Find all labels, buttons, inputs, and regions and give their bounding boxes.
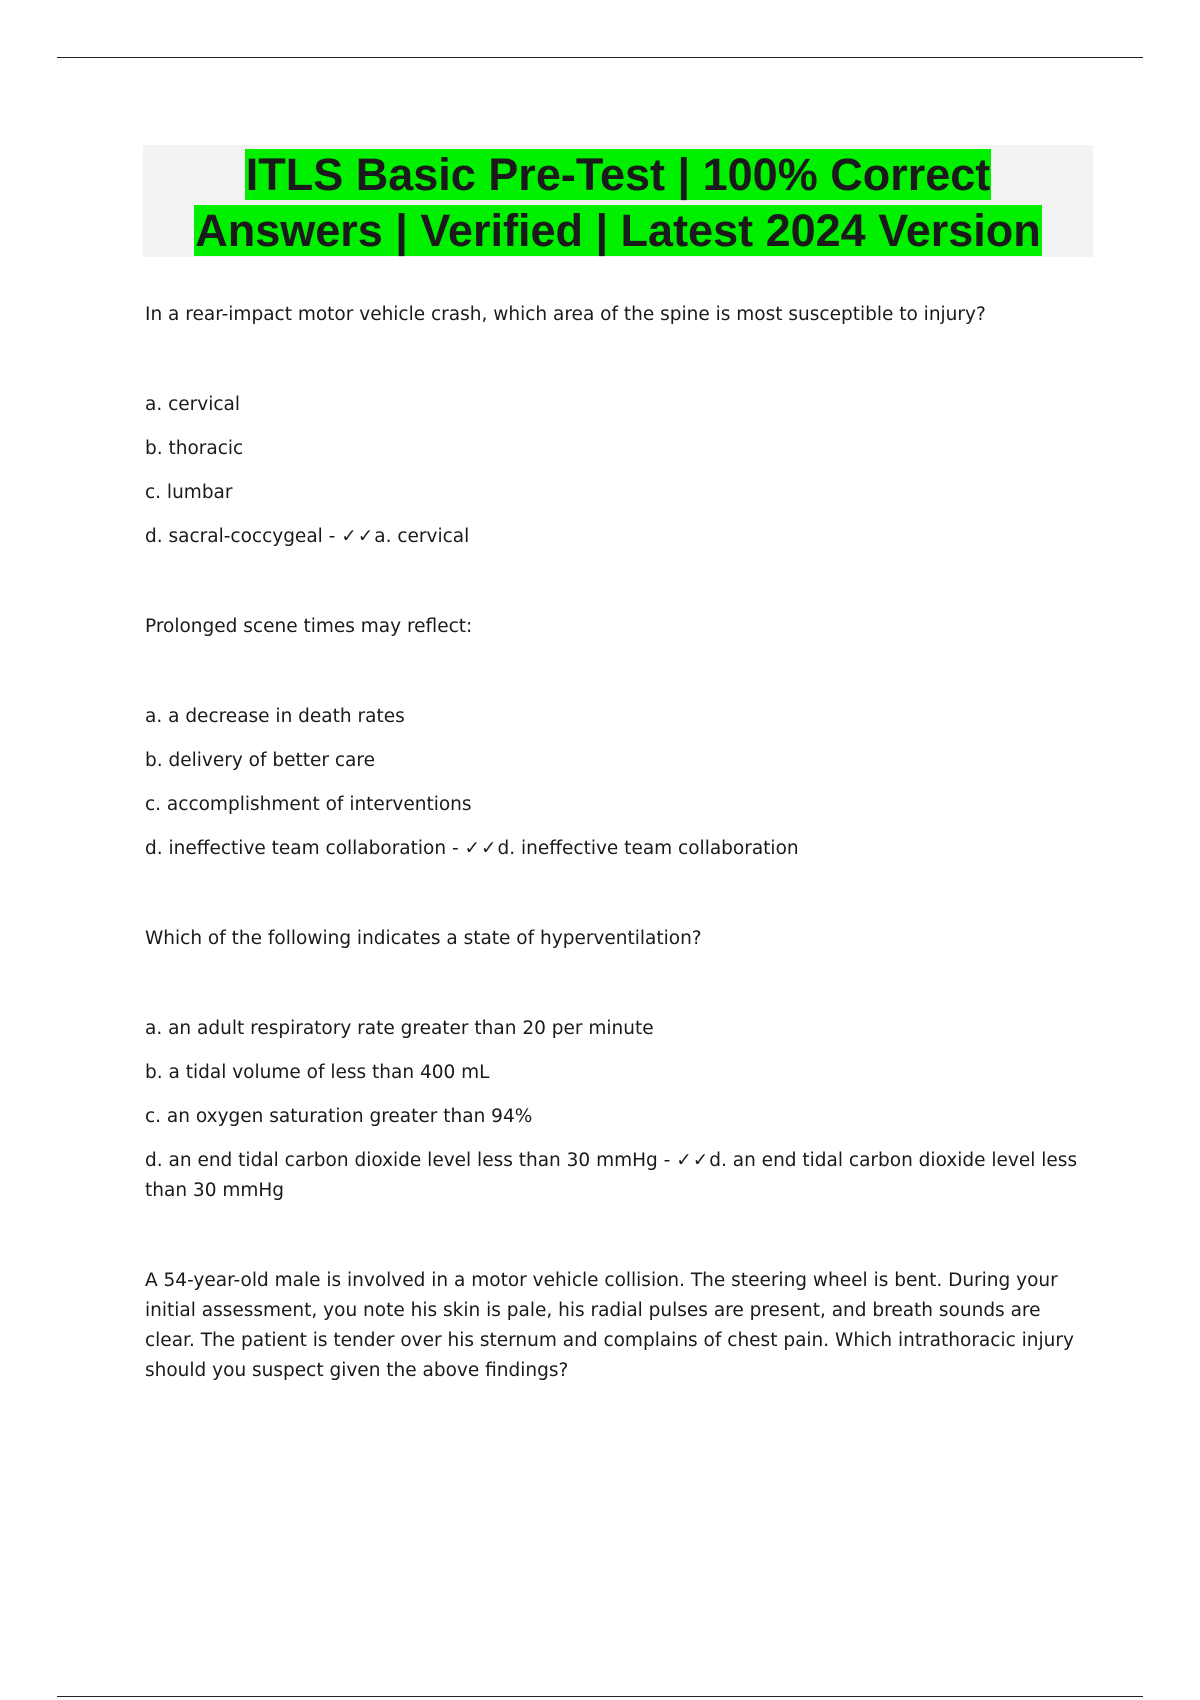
option-d: d. sacral-coccygeal - (145, 526, 342, 547)
option-c: c. accomplishment of interventions (145, 794, 472, 815)
option-a: a. a decrease in death rates (145, 706, 405, 727)
title-line-1: ITLS Basic Pre-Test | 100% Correct (245, 149, 991, 200)
question-text: A 54-year-old male is involved in a motor vehicle collision. The steering wheel is bent. During your initial assessment, you note his skin is pale, his radial pulses are present, and breath sounds are clear. The patient is tender over his sternum and complains of chest pain. Which intrathoracic injury should you suspect given the above findings? (145, 1270, 1074, 1381)
correct-answer: a. cervical (374, 526, 470, 547)
title-box (143, 145, 1093, 257)
checkmark-icon: ✓✓ (676, 1150, 710, 1171)
option-d-with-answer (145, 834, 1093, 864)
question-block-3 (145, 924, 1093, 1206)
footer-rule (57, 1696, 1143, 1697)
question-block-4 (145, 1266, 1093, 1386)
option-d-with-answer (145, 522, 1093, 552)
option-a: a. an adult respiratory rate greater than 20 per minute (145, 1018, 654, 1039)
option-b: b. delivery of better care (145, 750, 375, 771)
title-line-2: Answers | Verified | Latest 2024 Version (195, 205, 1041, 256)
header-rule (57, 57, 1143, 58)
option-d: d. ineffective team collaboration - (145, 838, 465, 859)
question-block-2 (145, 612, 1093, 864)
option-d-with-answer (145, 1146, 1093, 1206)
question-block-1 (145, 300, 1093, 552)
option-a: a. cervical (145, 394, 240, 415)
option-d: d. an end tidal carbon dioxide level less than 30 mmHg - (145, 1150, 677, 1171)
checkmark-icon: ✓✓ (341, 526, 375, 547)
document-body (145, 300, 1093, 1446)
option-c: c. lumbar (145, 482, 233, 503)
option-b: b. thoracic (145, 438, 244, 459)
checkmark-icon: ✓✓ (464, 838, 498, 859)
question-text: In a rear-impact motor vehicle crash, which area of the spine is most susceptible to injury? (145, 304, 986, 325)
option-c: c. an oxygen saturation greater than 94% (145, 1106, 533, 1127)
page-title (143, 145, 1093, 259)
correct-answer: d. an end tidal carbon dioxide level less than 30 mmHg (145, 1150, 1078, 1201)
question-text: Which of the following indicates a state of hyperventilation? (145, 928, 702, 949)
correct-answer: d. ineffective team collaboration (497, 838, 799, 859)
option-b: b. a tidal volume of less than 400 mL (145, 1062, 490, 1083)
question-text: Prolonged scene times may reflect: (145, 616, 473, 637)
